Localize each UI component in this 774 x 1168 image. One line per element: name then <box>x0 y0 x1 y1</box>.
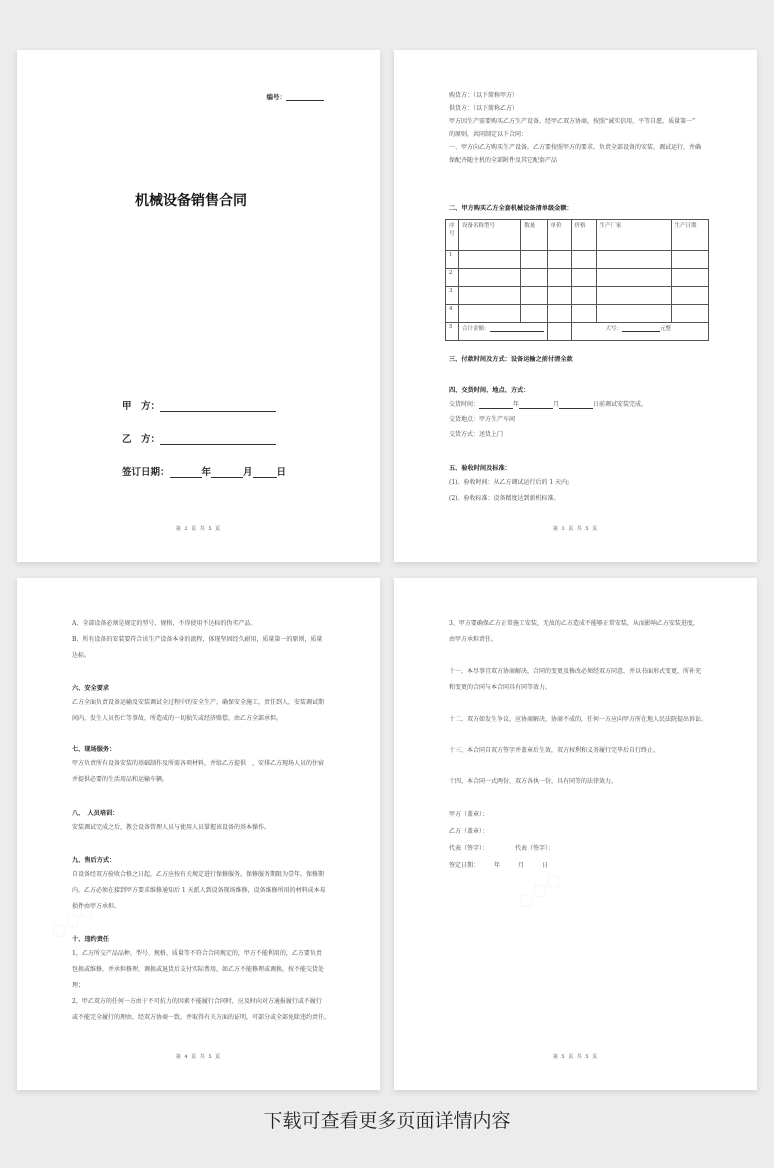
blank <box>559 402 593 409</box>
equipment-table <box>445 219 709 341</box>
clause-line: 内，乙方必须在接到甲方要求维修通知后 1 天派人到设备现场维修，设备维修所用的材料成本易 <box>72 887 326 894</box>
signing-date-line: 签定日期： 年 月 日 <box>449 862 549 869</box>
section-5-body <box>449 479 569 503</box>
clause-line: 并提供必要的生活用品和运输车辆。 <box>72 776 169 783</box>
total-amount-cell <box>459 323 548 341</box>
clause-line: 理； <box>72 982 85 989</box>
intro-line: 甲方因生产需要购买乙方生产设备，经甲乙双方协商，按照“诚实信用，平等自愿，质量第一” <box>449 118 696 125</box>
page-footer: 第 2 页 共 5 页 <box>175 526 222 532</box>
table-header: 价格 <box>571 220 596 251</box>
party-a-label: 甲 方： <box>122 401 161 412</box>
row-number: 2 <box>446 269 459 287</box>
contract-number-blank <box>286 93 324 101</box>
table-row <box>446 269 709 287</box>
section-13 <box>449 747 659 755</box>
document-title: 机械设备销售合同 <box>135 193 247 209</box>
table-row <box>446 251 709 269</box>
page-2 <box>17 50 380 562</box>
clause-line: 安装调试完成之后，教会设备管理人员与使用人员掌握该设备的基本操作。 <box>72 824 271 831</box>
clause-line: 乙方全面负责设备运输及安装调试全过程中的安全生产，确保安全施工，责任到人，安装调试期 <box>72 699 325 706</box>
month-blank <box>211 467 243 478</box>
clause-line: 自设备经双方验收合格之日起，乙方应按有关规定进行保修服务，保修服务期限为壹年。保修期 <box>72 871 325 878</box>
section-4-body <box>449 401 647 439</box>
table-header: 数量 <box>521 220 547 251</box>
page-footer: 第 3 页 共 5 页 <box>552 526 599 532</box>
clause-line: 十二、双方如发生争议，应协商解决，协商不成的，任何一方应向甲方所在地人民法院提出诉讼。 <box>449 716 708 723</box>
blank <box>479 402 513 409</box>
clause-line: 损件由甲方承担。 <box>72 903 121 910</box>
signing-date-field <box>122 464 286 478</box>
yuan-label: 元整 <box>660 326 672 332</box>
party-b-seal-line: 乙方（盖章）： <box>449 828 489 835</box>
table-row <box>446 287 709 305</box>
day-blank <box>253 467 277 478</box>
signature-block <box>449 811 554 870</box>
page-footer: 第 4 页 共 5 页 <box>175 1054 222 1060</box>
buyer-line: 购货方：（以下简称甲方） <box>449 92 519 99</box>
inspection-standard-line: (2)、验收标准：设备精度达到新机标准。 <box>449 495 560 502</box>
clause-line: B、所有设备的安装要符合该生产设备本身的流程，体现坚固经久耐用，质量第一的原则，质量 <box>72 636 323 643</box>
download-caption: 下载可查看更多页面详情内容 <box>263 1110 511 1132</box>
party-a-seal-line: 甲方（盖章）： <box>449 811 489 818</box>
table-row <box>446 305 709 323</box>
upper-amount-cell <box>571 323 708 341</box>
clause-line: 和变更的合同与本合同具有同等效力。 <box>449 684 552 691</box>
party-b-label: 乙 方： <box>122 434 161 445</box>
clause-line: 或不能完全履行的理由，经双方协商一致，并取得有关方面的证明，可部分或全部免除违约责任。 <box>72 1014 331 1021</box>
section-3-heading: 三、付款时间及方式：设备运输之前付清全款 <box>449 356 573 363</box>
clause-line: 1，乙方所交产品品种、型号、规格、质量等不符合合同规定的，甲方不能利用的，乙方要负责 <box>72 950 322 957</box>
section-7-body <box>72 760 324 784</box>
representative-line: 代表（签字）： 代表（签字）： <box>449 845 555 852</box>
watermark <box>511 866 567 916</box>
clause-line: 十一、本尽事宜双方协商解决，合同的变更及修改必须经双方同意，并以书面形式变更，所补充 <box>449 668 702 675</box>
delivery-time-label: 交货时间： <box>449 401 480 408</box>
row-number: 4 <box>446 305 459 323</box>
delivery-method-line: 交货方式：送货上门 <box>449 431 504 438</box>
party-a-field <box>122 398 276 412</box>
month-label: 月 <box>553 401 560 408</box>
table-total-row <box>446 323 709 341</box>
clause-3 <box>449 620 699 644</box>
delivery-place-line: 交货地点：甲方生产车间 <box>449 416 516 423</box>
clause-line: 3、甲方要确保乙方正常施工安装，无故的乙方造成不能够正常安装，从而影响乙方安装进度， <box>449 620 699 627</box>
day-label: 日 <box>276 467 287 478</box>
page-footer: 第 5 页 共 5 页 <box>552 1054 599 1060</box>
section-11 <box>449 668 701 692</box>
section-6-heading: 六、安全要求 <box>72 685 110 692</box>
upper-amount-blank <box>622 325 660 332</box>
row-number: 5 <box>446 323 459 341</box>
clause-line: 十四、本合同一式两份，双方各执一份，具有同等的法律效力。 <box>449 778 618 785</box>
intro-line: 的原则，共同制定以下合同： <box>449 131 528 138</box>
intro-section <box>449 92 701 165</box>
inspection-time-line: (1)、验收时间：从乙方调试运行后的 1 天内; <box>449 479 570 486</box>
table-header: 设备名称型号 <box>459 220 521 251</box>
section-5-heading: 五、验收时间及标准： <box>449 465 511 472</box>
clause-line: 十三、本合同自双方签字并盖章后生效，双方权利和义务履行完毕后自行终止。 <box>449 747 660 754</box>
table-header: 生产厂家 <box>596 220 671 251</box>
section-9-body <box>72 871 326 911</box>
contract-number-label: 编号： <box>266 93 286 101</box>
clause-b <box>72 636 322 660</box>
clause-line: 由甲方承担责任。 <box>449 636 498 643</box>
signing-date-label: 签订日期： <box>122 467 170 478</box>
page-5 <box>394 578 757 1090</box>
section-1-line: 一、甲方向乙方购买生产设备，乙方要按照甲方的要求，负责全部设备的安装、调试运行，并确 <box>449 144 702 151</box>
seller-line: 供货方：（以下简称乙方） <box>449 105 519 112</box>
deadline-text: 日前调试安装完成。 <box>593 401 648 408</box>
section-14 <box>449 778 617 786</box>
clause-line: 2，甲乙双方的任何一方由于不可抗力的因素不能履行合同时，应及时向对方通报履行或不履行 <box>72 998 322 1005</box>
total-amount-blank <box>490 325 544 332</box>
section-1-line: 保配齐随主机的全部附件及其它配套产品 <box>449 157 558 164</box>
table-header: 序号 <box>446 220 459 251</box>
total-amount-label: 合计金额： <box>462 326 490 332</box>
party-b-blank <box>160 434 276 445</box>
row-number: 3 <box>446 287 459 305</box>
clause-line: 间内，发生人员伤亡等事故，所造成的一切损失或经济赔偿，由乙方全部承担。 <box>72 715 283 722</box>
section-4-heading: 四、交货时间、地点、方式： <box>449 387 530 394</box>
section-9-heading: 九、售后方式： <box>72 857 116 864</box>
table-header-row <box>446 220 709 251</box>
section-10-heading: 十、违约责任 <box>72 936 110 943</box>
upper-amount-label: 大写： <box>605 326 623 332</box>
party-b-field <box>122 431 276 445</box>
section-8-heading: 八、 人员培训： <box>72 810 119 817</box>
delivery-time-line <box>449 401 647 409</box>
clause-line: 达标。 <box>72 652 91 659</box>
page-4 <box>17 578 380 1090</box>
section-8-body <box>72 824 270 832</box>
section-10-body <box>72 950 330 1022</box>
row-number: 1 <box>446 251 459 269</box>
clause-line: 包换或维修，并承担修理、调换或退货后支付实际费用，如乙方不能修理或调换，按不能交货处 <box>72 966 325 973</box>
party-a-blank <box>160 401 276 412</box>
contract-number <box>267 92 325 101</box>
clause-line: 甲方负责所有设备安装的基础制作及所需各项材料，并给乙方提供 ，安排乙方现场人员的住宿 <box>72 760 325 767</box>
table-header: 生产日期 <box>671 220 708 251</box>
section-12 <box>449 716 707 724</box>
page-3 <box>394 50 757 562</box>
section-2-heading: 二、甲方购买乙方全套机械设备清单级金额： <box>449 205 573 212</box>
month-label: 月 <box>243 467 253 478</box>
blank <box>519 402 553 409</box>
section-6-body <box>72 699 324 723</box>
year-label: 年 <box>201 467 212 478</box>
table-header: 单价 <box>547 220 571 251</box>
clause-line: A、全部设备必须是规定的型号、规格，不得使用不达标的伪劣产品。 <box>72 620 257 627</box>
clause-a <box>72 620 256 628</box>
year-blank <box>170 467 202 478</box>
year-label: 年 <box>513 401 520 408</box>
section-7-heading: 七、现场服务： <box>72 746 116 753</box>
